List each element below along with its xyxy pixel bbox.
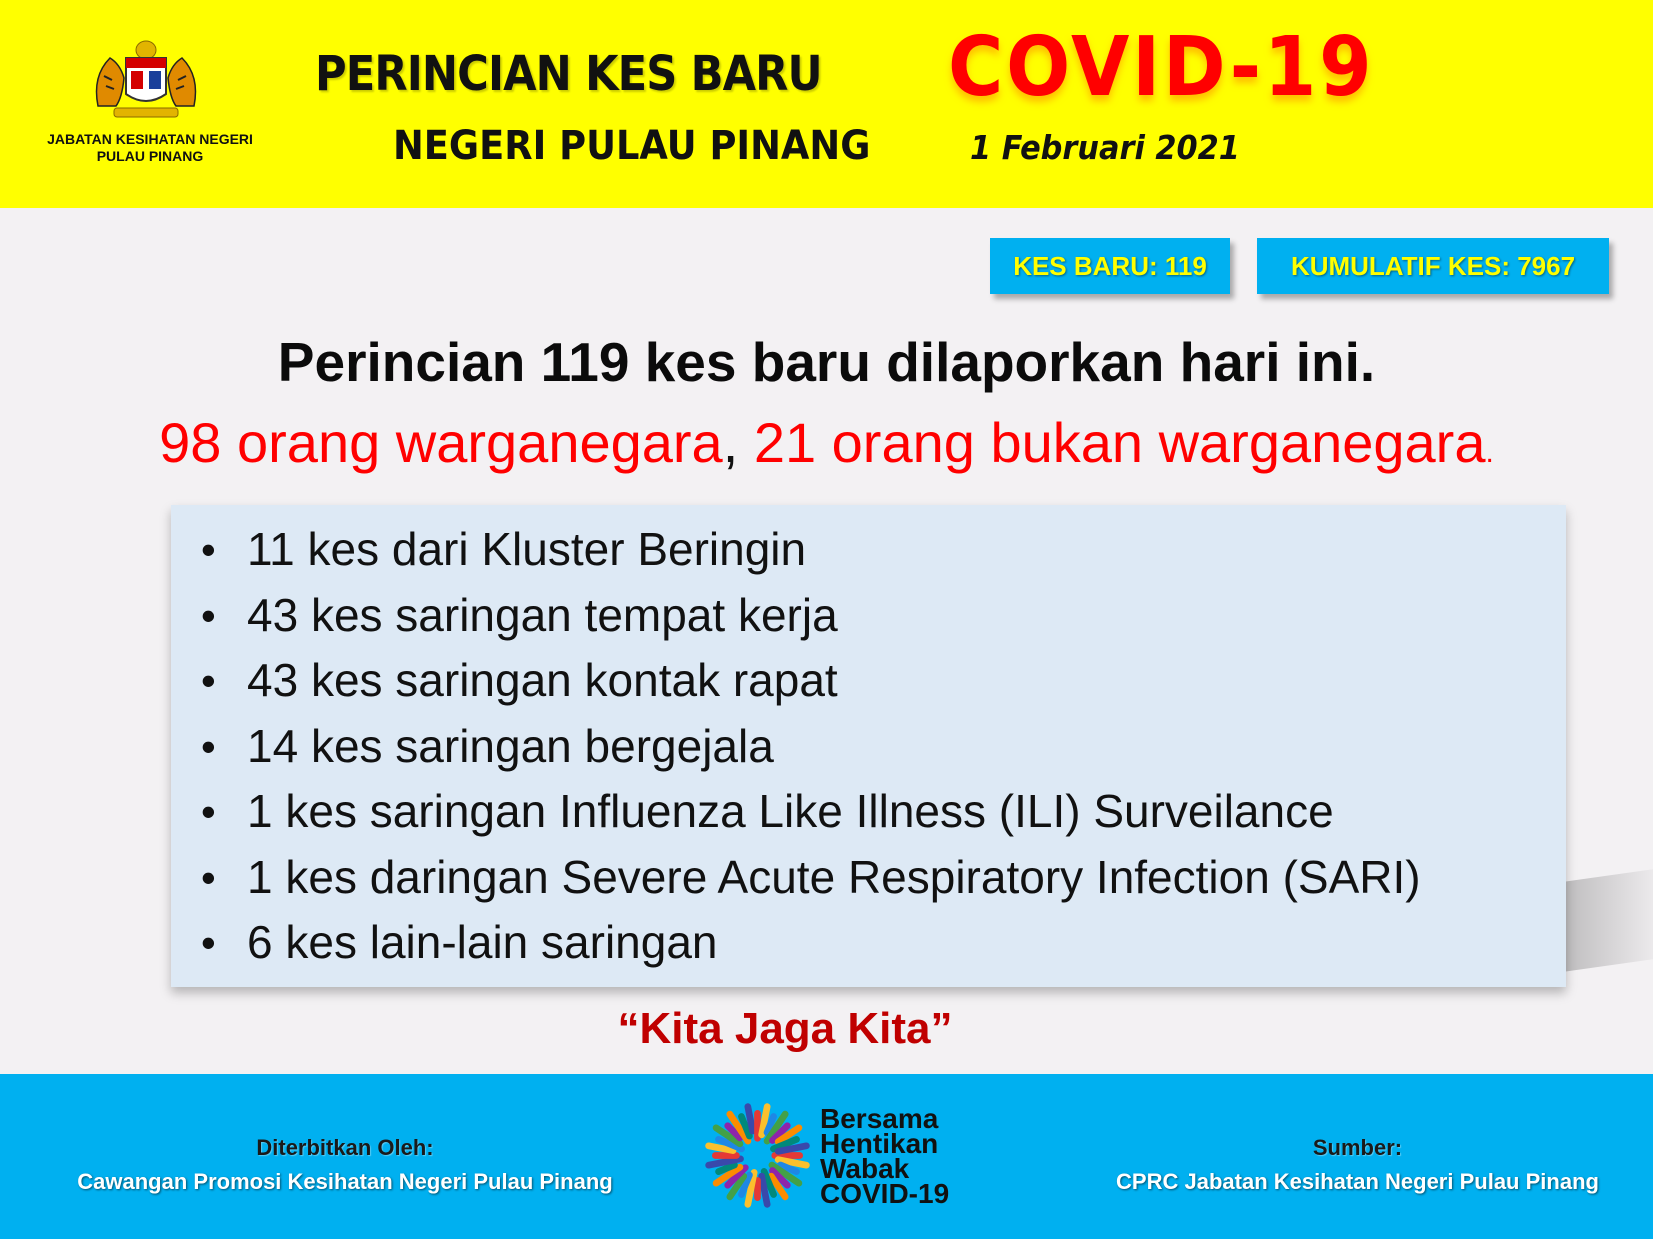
list-item (189, 910, 1421, 976)
list-item (189, 517, 1421, 583)
campaign-line: COVID-19 (820, 1178, 950, 1209)
department-name (20, 131, 280, 165)
campaign-logo-text (820, 1103, 950, 1209)
bullet-icon: • (201, 919, 216, 966)
department-line-1: JABATAN KESIHATAN NEGERI (47, 131, 253, 147)
list-item-text: 6 kes lain-lain saringan (247, 916, 718, 968)
list-item (189, 648, 1421, 714)
list-item-text: 43 kes saringan tempat kerja (247, 588, 838, 641)
header-banner (0, 0, 1653, 208)
bullet-icon: • (201, 722, 216, 770)
list-item-text: 1 kes saringan Influenza Like Illness (ILI) Surveilance (247, 785, 1334, 837)
state-subtitle: NEGERI PULAU PINANG (393, 123, 871, 169)
covid-title: COVID-19 (948, 20, 1375, 115)
new-cases-badge: KES BARU: 119 (990, 238, 1230, 294)
publisher-name: Cawangan Promosi Kesihatan Negeri Pulau Pinang (77, 1169, 613, 1194)
bullet-icon: • (201, 788, 216, 835)
summary-headline: Perincian 119 kes baru dilaporkan hari ini. (277, 331, 1376, 393)
publisher-block (50, 1131, 640, 1199)
footer-banner (0, 1074, 1653, 1239)
citizen-count: 98 orang warganegara (159, 411, 723, 474)
list-item (189, 845, 1421, 911)
department-line-2: PULAU PINANG (96, 148, 204, 164)
bullet-icon: • (201, 526, 216, 573)
publisher-label: Diterbitkan Oleh: (256, 1135, 434, 1160)
slogan: “Kita Jaga Kita” (617, 1004, 953, 1053)
source-name: CPRC Jabatan Kesihatan Negeri Pulau Pinang (1116, 1169, 1599, 1194)
list-item-text: 43 kes saringan kontak rapat (247, 654, 838, 706)
bullet-icon: • (201, 591, 216, 639)
list-item (189, 779, 1421, 845)
source-block (1090, 1131, 1625, 1199)
end-mark: . (1485, 436, 1494, 469)
list-item (189, 583, 1421, 649)
list-item-text: 14 kes saringan bergejala (247, 719, 774, 772)
burst-ray (748, 1107, 753, 1131)
non-citizen-count: 21 orang bukan warganegara (753, 411, 1486, 474)
coat-of-arms-icon (86, 36, 206, 124)
page-title: PERINCIAN KES BARU (315, 46, 822, 102)
bullet-icon: • (201, 657, 216, 704)
source-label: Sumber: (1312, 1135, 1403, 1160)
breakdown-list (189, 517, 1421, 976)
report-date: 1 Februari 2021 (970, 128, 1240, 167)
citizenship-split (0, 410, 1653, 475)
list-item-text: 11 kes dari Kluster Beringin (247, 523, 807, 575)
campaign-burst-icon (700, 1098, 815, 1213)
list-item-text: 1 kes daringan Severe Acute Respiratory Infection (SARI) (247, 850, 1421, 903)
campaign-line: Hentikan (820, 1128, 939, 1159)
campaign-line: Bersama (820, 1103, 939, 1134)
separator: , (722, 411, 739, 474)
cumulative-cases-badge: KUMULATIF KES: 7967 (1257, 238, 1609, 294)
bullet-icon: • (201, 853, 216, 901)
breakdown-panel (171, 505, 1566, 987)
campaign-line: Wabak (820, 1153, 910, 1184)
list-item (189, 714, 1421, 780)
